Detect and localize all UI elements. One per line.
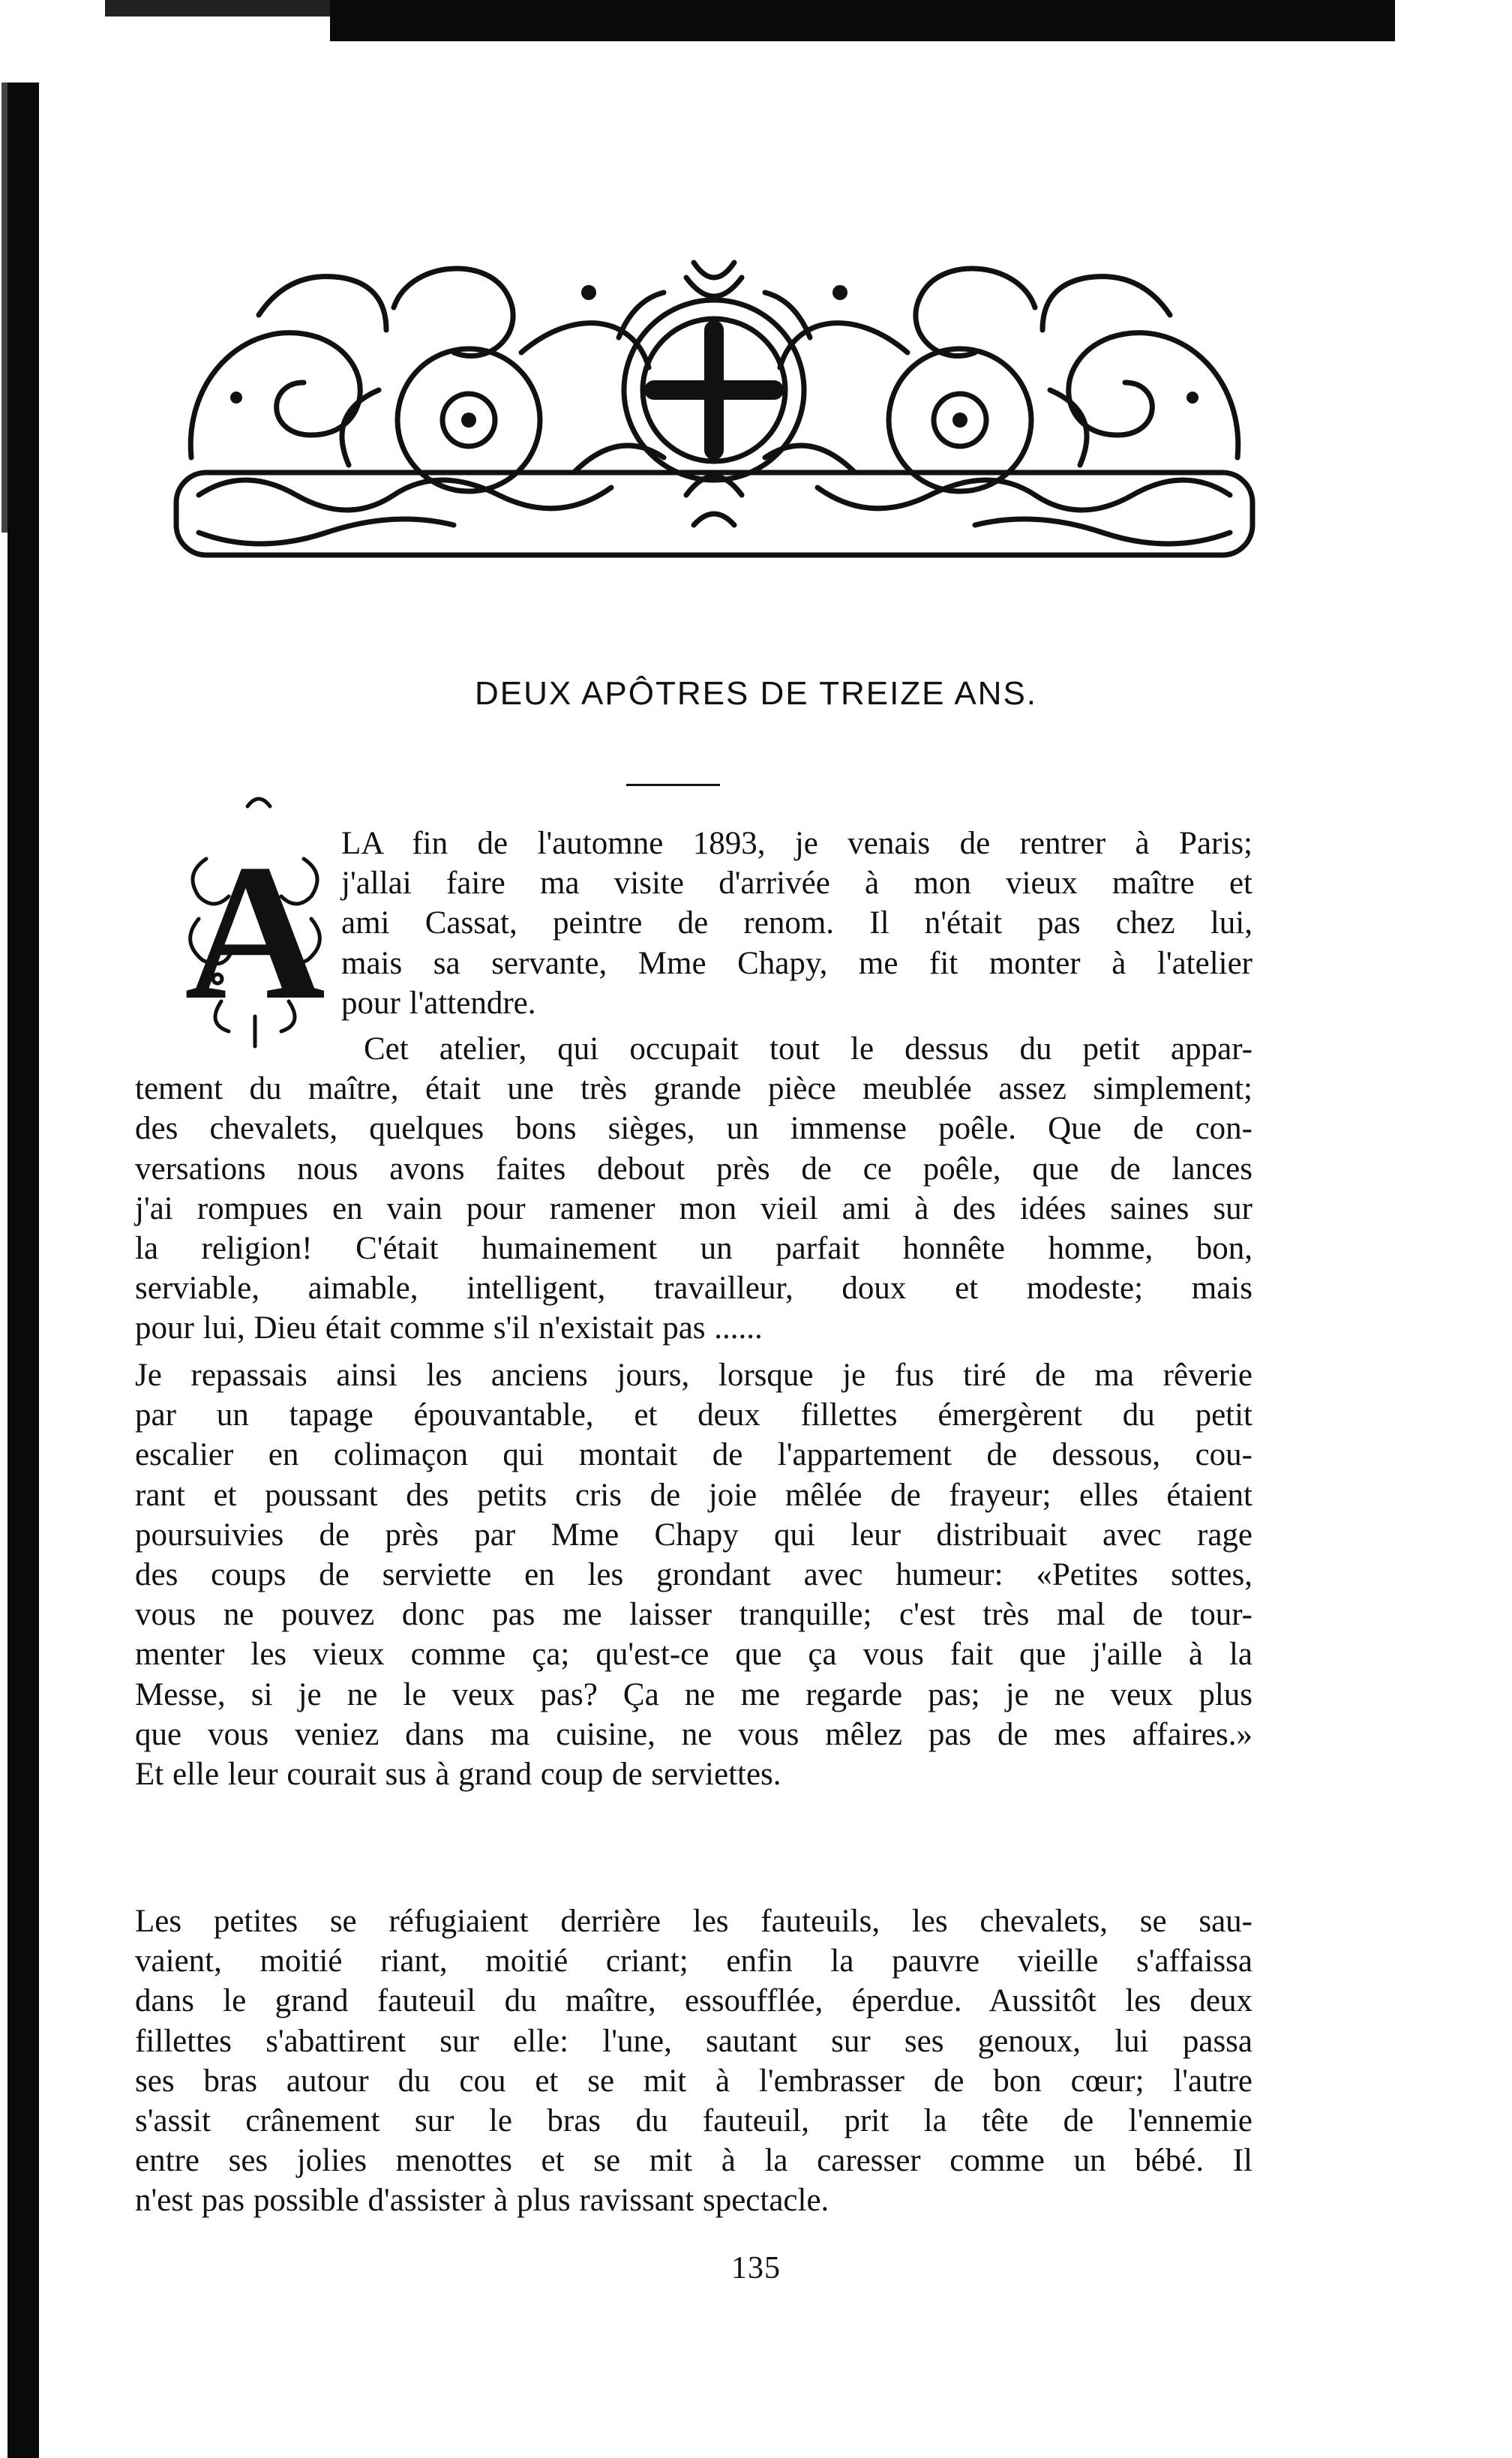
page-number: 135 — [731, 2251, 781, 2285]
text-line: menter les vieux comme ça; qu'est-ce que ça vous fait que j'aille à la — [135, 1637, 1252, 1673]
text-line: escalier en colimaçon qui montait de l'appartement de dessous, cou- — [135, 1437, 1252, 1473]
text-line: la religion! C'était humainement un parfait honnête homme, bon, — [135, 1231, 1252, 1267]
scan-border-left-edge — [2, 83, 8, 533]
scan-border-left — [8, 83, 39, 2458]
text-line: mais sa servante, Mme Chapy, me fit monter à l'atelier — [341, 945, 1252, 981]
text-line: ses bras autour du cou et se mit à l'embrasser de bon cœur; l'autre — [135, 2063, 1252, 2099]
text-line: Messe, si je ne le veux pas? Ça ne me regarde pas; je ne veux plus — [135, 1676, 1252, 1712]
text-line: poursuivies de près par Mme Chapy qui leur distribuait avec rage — [135, 1517, 1252, 1553]
text-line: serviable, aimable, intelligent, travailleur, doux et modeste; mais — [135, 1271, 1252, 1307]
scan-border-top-fade — [105, 0, 330, 17]
text-line: Et elle leur courait sus à grand coup de serviettes. — [135, 1757, 782, 1793]
title-rule — [626, 784, 720, 786]
text-line: j'ai rompues en vain pour ramener mon vieil ami à des idées saines sur — [135, 1190, 1252, 1226]
text-line: j'allai faire ma visite d'arrivée à mon vieux maître et — [341, 866, 1252, 902]
text-line: Les petites se réfugiaient derrière les fauteuils, les chevalets, se sau- — [135, 1904, 1252, 1939]
text-line: par un tapage épouvantable, et deux fillettes émergèrent du petit — [135, 1397, 1252, 1433]
text-line: des chevalets, quelques bons sièges, un immense poêle. Que de con- — [135, 1111, 1252, 1147]
paragraph-2 — [135, 1355, 1252, 1794]
text-line: versations nous avons faites debout près de ce poêle, que de lances — [135, 1151, 1252, 1187]
text-line: pour lui, Dieu était comme s'il n'existait pas ...... — [135, 1310, 763, 1346]
text-line: Cet atelier, qui occupait tout le dessus du petit appar- — [364, 1031, 1252, 1067]
text-line: tement du maître, était une très grande pièce meublée assez simplement; — [135, 1071, 1252, 1107]
text-line: n'est pas possible d'assister à plus ravissant spectacle. — [135, 2183, 830, 2219]
paragraph-intro — [341, 824, 1252, 1023]
decorative-headpiece-ornament — [169, 248, 1260, 570]
text-line: pour l'attendre. — [341, 985, 536, 1021]
paragraph-1 — [135, 1029, 1252, 1349]
text-line: vous ne pouvez donc pas me laisser tranquille; c'est très mal de tour- — [135, 1597, 1252, 1633]
text-line: LA fin de l'automne 1893, je venais de rentrer à Paris; — [341, 826, 1252, 861]
scan-border-top — [330, 0, 1395, 41]
text-line: Je repassais ainsi les anciens jours, lorsque je fus tiré de ma rêverie — [135, 1358, 1252, 1393]
text-line: entre ses jolies menottes et se mit à la caresser comme un bébé. Il — [135, 2143, 1252, 2179]
text-line: ami Cassat, peintre de renom. Il n'était pas chez lui, — [341, 905, 1252, 941]
text-line: vaient, moitié riant, moitié criant; enfin la pauvre vieille s'affaissa — [135, 1943, 1252, 1979]
text-line: dans le grand fauteuil du maître, essoufflée, éperdue. Aussitôt les deux — [135, 1983, 1252, 2019]
decorated-dropcap-initial — [176, 791, 334, 1050]
text-line: que vous veniez dans ma cuisine, ne vous mêlez pas de mes affaires.» — [135, 1716, 1252, 1752]
chapter-title: DEUX APÔTRES DE TREIZE ANS. — [474, 675, 1038, 712]
text-line: s'assit crânement sur le bras du fauteuil, prit la tête de l'ennemie — [135, 2103, 1252, 2139]
text-line: des coups de serviette en les grondant avec humeur: «Petites sottes, — [135, 1557, 1252, 1593]
dropcap-letter: A — [184, 824, 326, 1040]
text-line: fillettes s'abattirent sur elle: l'une, sautant sur ses genoux, lui passa — [135, 2023, 1252, 2059]
paragraph-3 — [135, 1901, 1252, 2221]
text-line: rant et poussant des petits cris de joie mêlée de frayeur; elles étaient — [135, 1477, 1252, 1513]
